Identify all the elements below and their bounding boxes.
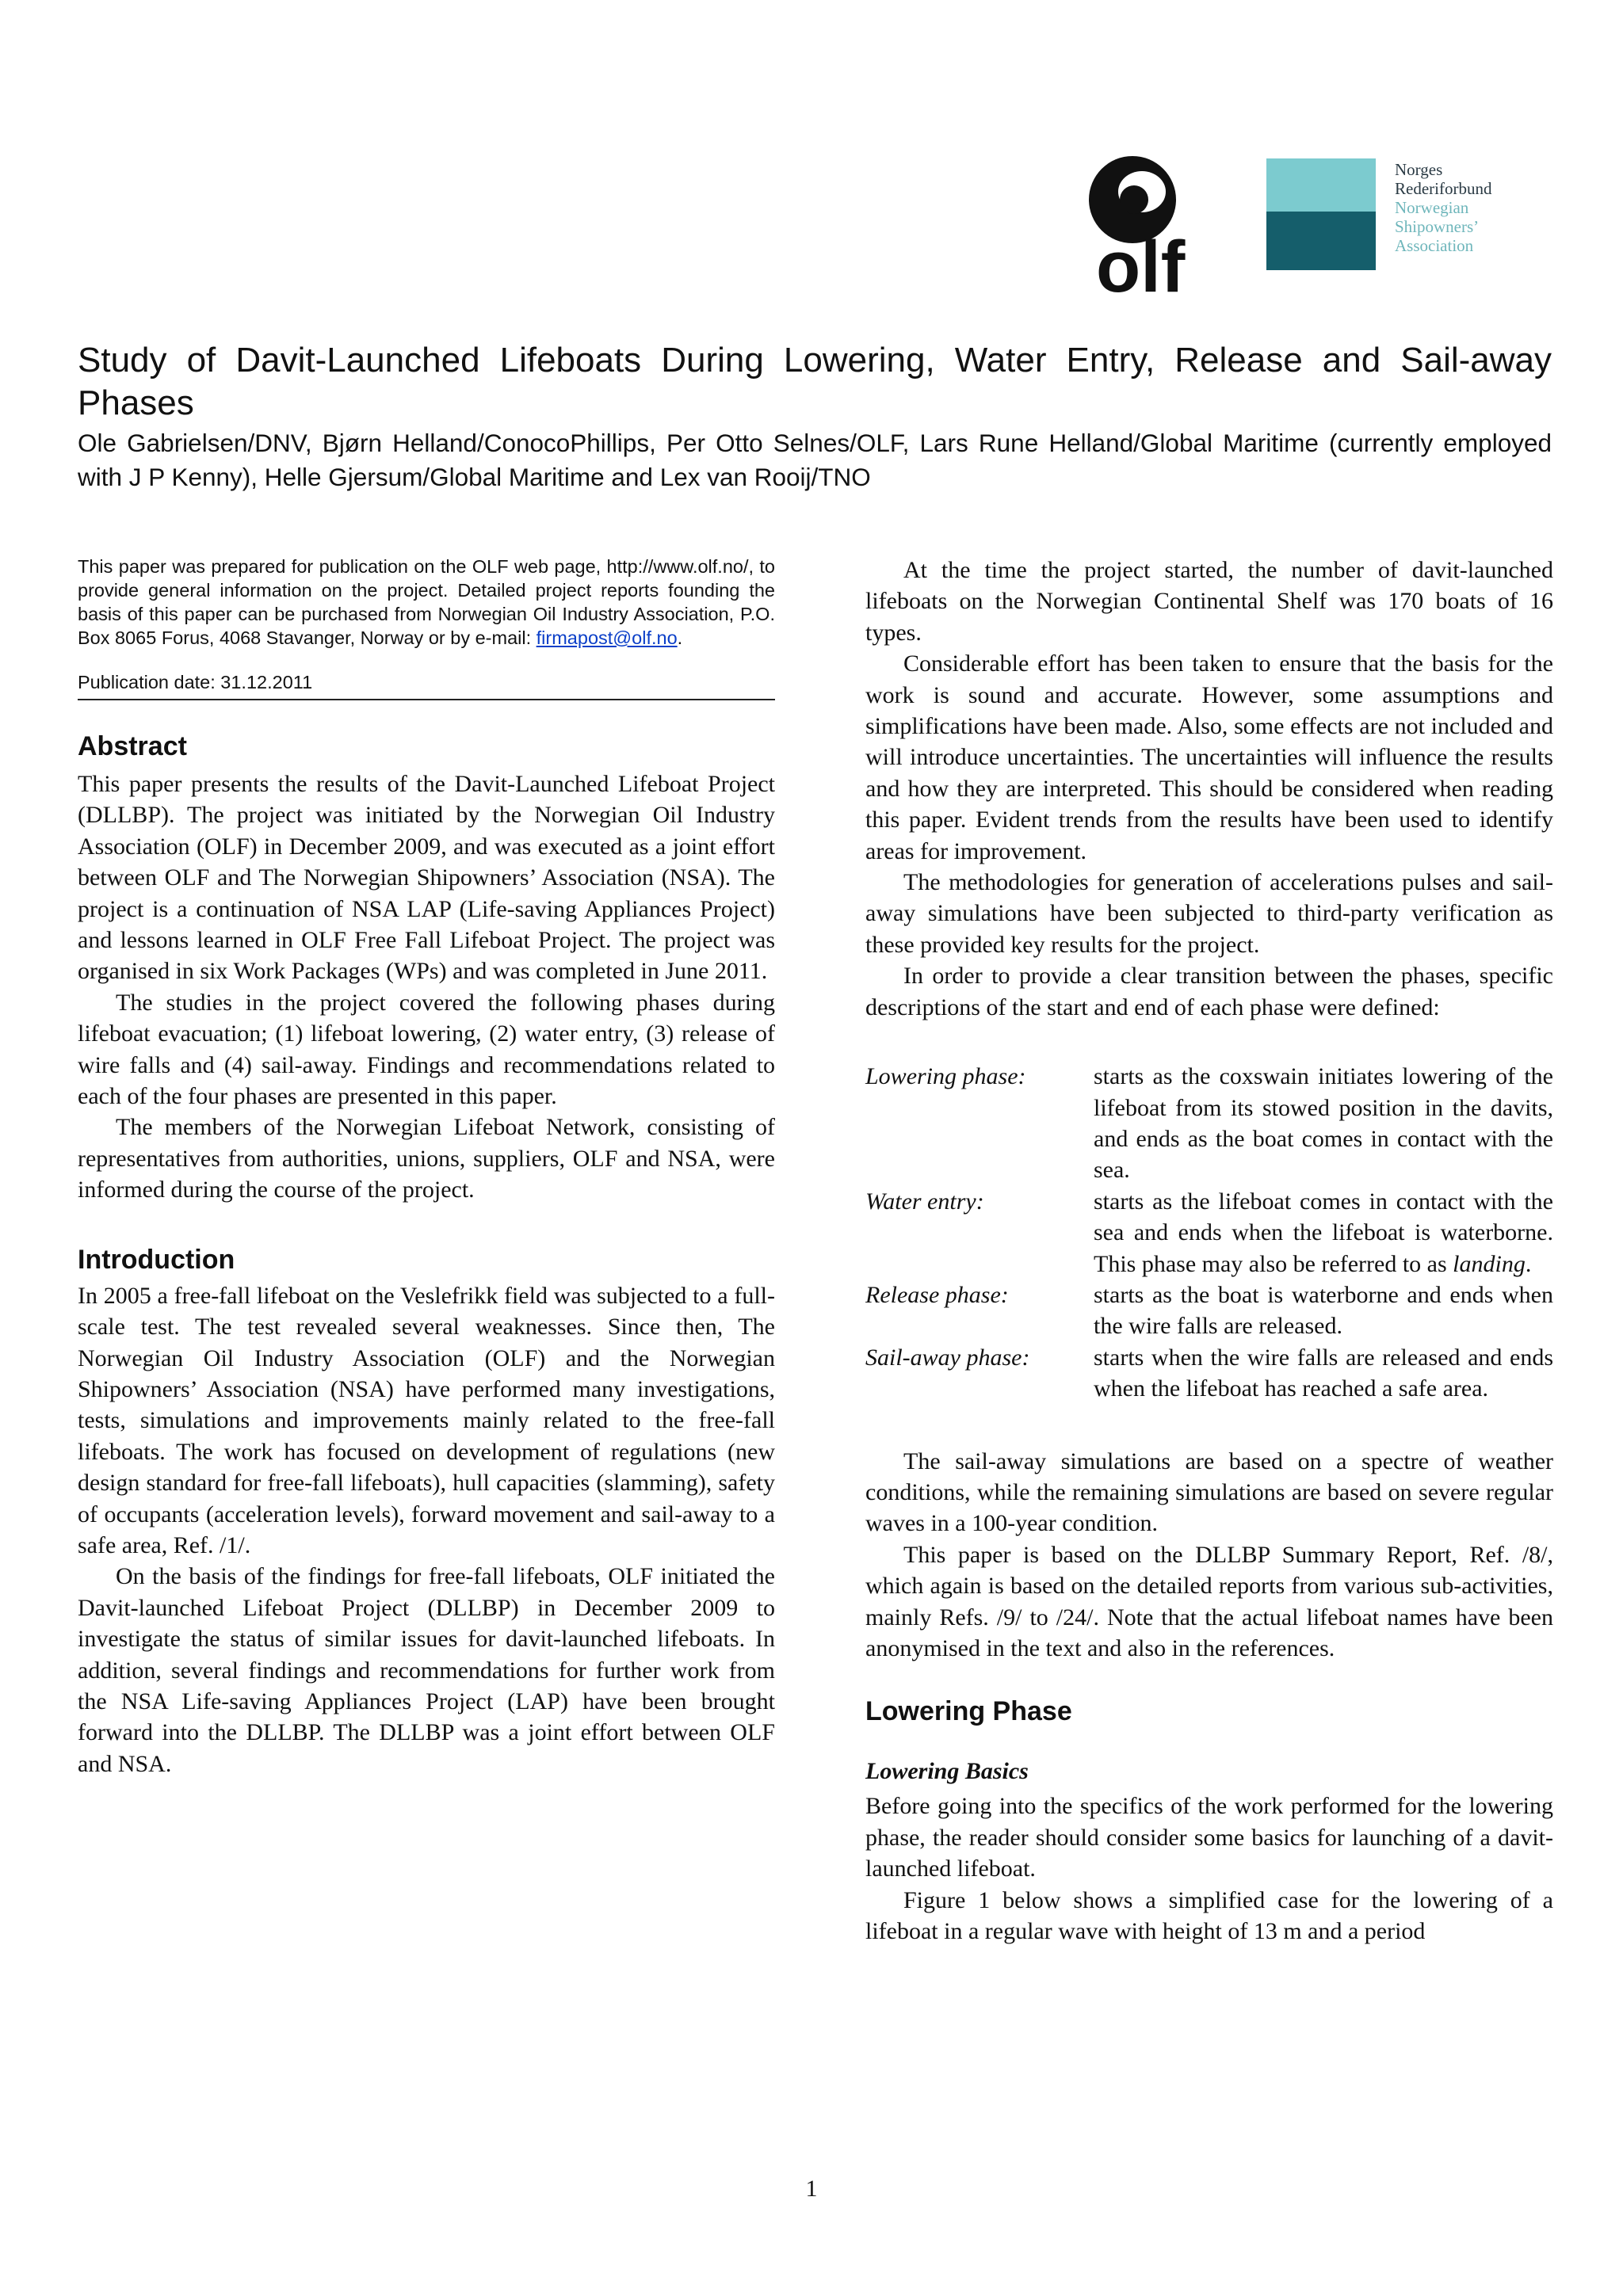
phase-row-sail-away — [865, 1342, 1553, 1405]
phase-definition: starts when the wire falls are released and ends when the lifeboat has reached a safe area. — [1094, 1344, 1553, 1402]
phase-term: Sail-away phase: — [865, 1344, 1030, 1371]
nsa-line-5: Association — [1395, 236, 1474, 255]
phase-term: Lowering phase: — [865, 1063, 1026, 1090]
nsa-logo-text — [1395, 160, 1553, 255]
left-column — [78, 555, 775, 1779]
publication-date: Publication date: 31.12.2011 — [78, 670, 775, 700]
lowering-paragraph: Figure 1 below shows a simplified case for the lowering of a lifeboat in a regular wave with height of 13 m and a period — [865, 1886, 1553, 1945]
paper-authors: Ole Gabrielsen/DNV, Bjørn Helland/ConocoPhillips, Per Otto Selnes/OLF, Lars Rune Helland/Global Maritime (currently employed with J P Kenny), Helle Gjersum/Global Maritime and Lex van Rooij/TNO — [78, 429, 1552, 491]
right-paragraph: In order to provide a clear transition between the phases, specific descriptions of the start and end of each phase were defined: — [865, 963, 1553, 1020]
nsa-logo-block-top — [1266, 158, 1376, 212]
abstract-paragraph: The studies in the project covered the following phases during lifeboat evacuation; (1) lifeboat lowering, (2) water entry, (3) release of wire falls and (4) sail-away. Findings and recommendations related to each of the four phases are presented in this paper. — [78, 989, 775, 1110]
right-after — [865, 1446, 1553, 1665]
paper-title: Study of Davit-Launched Lifeboats During Lowering, Water Entry, Release and Sail-away Phases — [78, 341, 1552, 422]
phase-term: Release phase: — [865, 1281, 1009, 1308]
email-link[interactable]: firmapost@olf.no — [536, 627, 678, 648]
phase-definition — [1094, 1186, 1553, 1280]
nsa-line-2: Rederiforbund — [1395, 179, 1492, 198]
phase-row-lowering — [865, 1061, 1553, 1186]
phase-definition: starts as the coxswain initiates lowering of the lifeboat from its stowed position in the davits, and ends as the boat comes in contact with the sea. — [1094, 1063, 1553, 1184]
right-paragraph: Considerable effort has been taken to ensure that the basis for the work is sound and accurate. However, some assumptions and simplifications have been made. Also, some effects are not included and will introduce uncertainties. The uncertainties will influence the results and how they are interpreted. This should be considered when reading this paper. Evident trends from the results have been used to identify areas for improvement. — [865, 650, 1553, 864]
phase-definition-text: starts as the lifeboat comes in contact with the sea and ends when the lifeboat is waterborne. This phase may also be referred to as — [1094, 1188, 1553, 1277]
right-paragraph: The methodologies for generation of accelerations pulses and sail-away simulations have been subjected to third-party verification as these provided key results for the project. — [865, 869, 1553, 958]
phase-definition-italic: landing — [1453, 1250, 1526, 1277]
abstract-heading: Abstract — [78, 731, 187, 761]
phase-row-release — [865, 1280, 1553, 1342]
preamble-text: This paper was prepared for publication on the OLF web page, http://www.olf.no/, to provide general information on the project. Detailed project reports founding the basis of this paper can be purchased from Norwegian Oil Industry Association, P.O. Box 8065 Forus, 4068 Stavanger, Norway or by e-mail: — [78, 556, 775, 648]
nsa-logo-block-bottom — [1266, 212, 1376, 270]
preamble-tail: . — [677, 627, 683, 648]
phase-definition: starts as the boat is waterborne and ends when the wire falls are released. — [1094, 1281, 1553, 1340]
introduction-paragraph: In 2005 a free-fall lifeboat on the Veslefrikk field was subjected to a full-scale test. The test revealed several weaknesses. Since then, The Norwegian Oil Industry Association (OLF) and the Norwegian Shipowners’ Association (NSA) have performed many investigations, tests, simulations and improvements mainly related to the free-fall lifeboats. The work has focused on development of regulations (new design standard for free-fall lifeboats), hull capacities (slamming), safety of occupants (acceleration levels), forward movement and sail-away to a safe area, Ref. /1/. — [78, 1282, 775, 1558]
introduction-heading: Introduction — [78, 1244, 235, 1275]
abstract-paragraph: This paper presents the results of the Davit-Launched Lifeboat Project (DLLBP). The project was initiated by the Norwegian Oil Industry Association (OLF) in December 2009, and was executed as a joint effort between OLF and The Norwegian Shipowners’ Association (NSA). The project is a continuation of NSA LAP (Life-saving Appliances Project) and lessons learned in OLF Free Fall Lifeboat Project. The project was organised in six Work Packages (WPs) and was completed in June 2011. — [78, 771, 775, 985]
preamble — [78, 555, 775, 650]
phase-row-water-entry — [865, 1186, 1553, 1280]
nsa-line-3: Norwegian — [1395, 198, 1469, 217]
abstract-paragraph: The members of the Norwegian Lifeboat Network, consisting of representatives from authorities, unions, suppliers, OLF and NSA, were informed during the course of the project. — [78, 1114, 775, 1203]
phase-term: Water entry: — [865, 1188, 984, 1215]
phase-definition-tail: . — [1525, 1250, 1532, 1277]
right-paragraph: The sail-away simulations are based on a spectre of weather conditions, while the remaining simulations are based on severe regular waves in a 100-year condition. — [865, 1447, 1553, 1537]
lowering-body — [865, 1791, 1553, 1947]
right-intro — [865, 555, 1553, 1023]
lowering-paragraph: Before going into the specifics of the work performed for the lowering phase, the reader should consider some basics for launching of a davit-launched lifeboat. — [865, 1793, 1553, 1882]
introduction-body — [78, 1280, 775, 1780]
introduction-paragraph: On the basis of the findings for free-fall lifeboats, OLF initiated the Davit-launched Lifeboat Project (DLLBP) in December 2009 to investigate the status of similar issues for davit-launched lifeboats. In addition, several findings and recommendations for further work from the NSA Life-saving Appliances Project (LAP) have been brought forward into the DLLBP. The DLLBP was a joint effort between OLF and NSA. — [78, 1563, 775, 1777]
abstract-body — [78, 769, 775, 1206]
lowering-basics-heading: Lowering Basics — [865, 1758, 1029, 1785]
nsa-line-1: Norges — [1395, 160, 1443, 179]
olf-logo-text: olf — [1096, 227, 1186, 307]
right-column — [865, 555, 1553, 1947]
lowering-phase-heading: Lowering Phase — [865, 1696, 1072, 1727]
phase-definitions — [865, 1061, 1553, 1404]
nsa-line-4: Shipowners’ — [1395, 217, 1480, 236]
olf-logo — [1082, 151, 1224, 309]
right-paragraph: This paper is based on the DLLBP Summary Report, Ref. /8/, which again is based on the detailed reports from various sub-activities, mainly Refs. /9/ to /24/. Note that the actual lifeboat names have been anonymised in the text and also in the references. — [865, 1541, 1553, 1661]
right-paragraph: At the time the project started, the number of davit-launched lifeboats on the Norwegian Continental Shelf was 170 boats of 16 types. — [865, 557, 1553, 646]
page-number: 1 — [805, 2176, 818, 2202]
